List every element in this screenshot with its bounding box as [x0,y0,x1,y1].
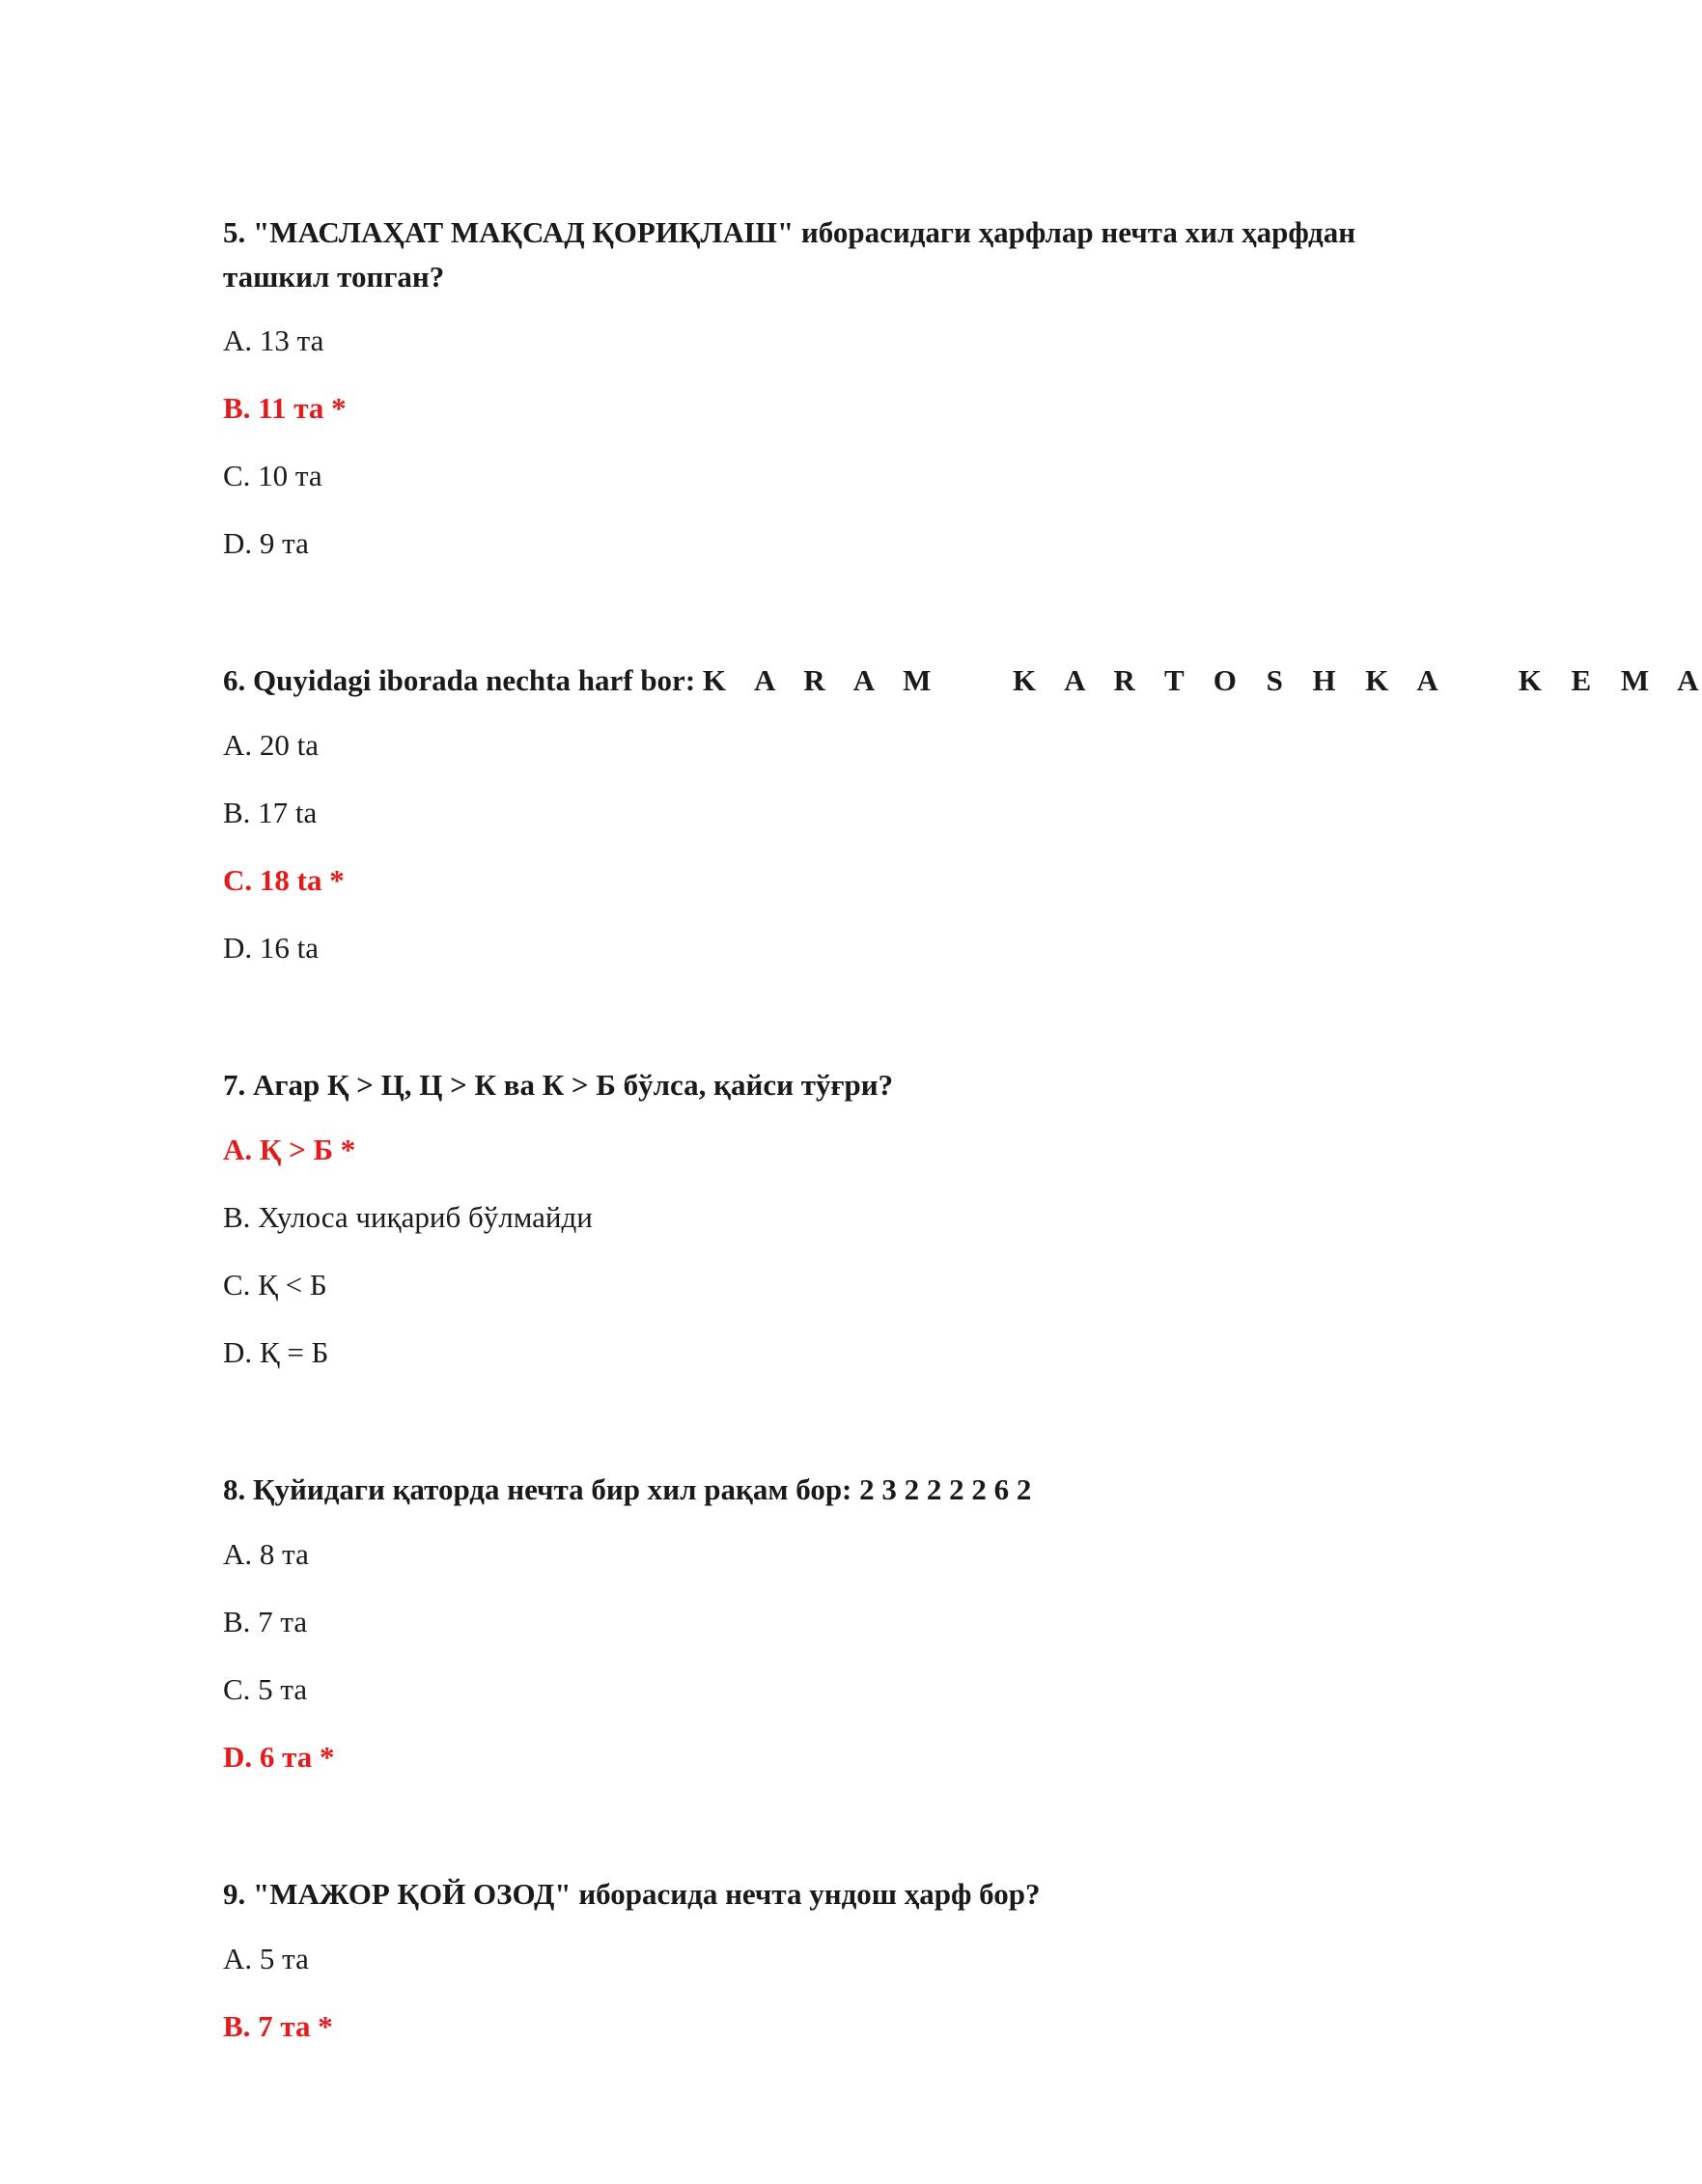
q7-option-a-correct: A. Қ > Б * [223,1133,356,1166]
q7-option-b: B. Хулоса чиқариб бўлмайди [223,1200,593,1234]
q7-option-c: C. Қ < Б [223,1268,327,1302]
q8-option-b: B. 7 та [223,1605,308,1638]
q8-option-c: C. 5 та [223,1672,308,1706]
q7-option-d: D. Қ = Б [223,1335,329,1369]
q5-option-b-correct: B. 11 та * [223,391,347,425]
q6-option-b: B. 17 ta [223,796,318,829]
question-7: 7. Агар Қ > Ц, Ц > К ва К > Б бўлса, қайси тўғри? [223,1068,894,1102]
question-6 [223,658,1702,703]
q5-option-c: C. 10 та [223,459,322,492]
q6-option-d: D. 16 ta [223,931,320,965]
q6-option-a: A. 20 ta [223,728,320,762]
q9-option-a: A. 5 та [223,1942,309,1975]
q5-option-d: D. 9 та [223,526,309,560]
question-6-letters: K A R A M K A R T O S H K A K E M A [702,663,1702,697]
q6-option-c-correct: C. 18 ta * [223,863,345,897]
q9-option-b-correct: B. 7 та * [223,2009,333,2043]
question-8: 8. Қуйидаги қаторда нечта бир хил рақам бор: 2 3 2 2 2 2 6 2 [223,1472,1032,1506]
question-5: 5. "МАСЛАҲАТ МАҚСАД ҚОРИҚЛАШ" иборасидаги ҳарфлар нечта хил ҳарфдан ташкил топган? [223,215,1356,294]
question-6-prefix: 6. Quyidagi iborada nechta harf bor: [223,663,703,697]
q8-option-a: A. 8 та [223,1537,309,1571]
q5-option-a: A. 13 та [223,323,324,357]
question-9: 9. "МАЖОР ҚОЙ ОЗОД" иборасида нечта ундош ҳарф бор? [223,1877,1041,1911]
q8-option-d-correct: D. 6 та * [223,1740,335,1774]
